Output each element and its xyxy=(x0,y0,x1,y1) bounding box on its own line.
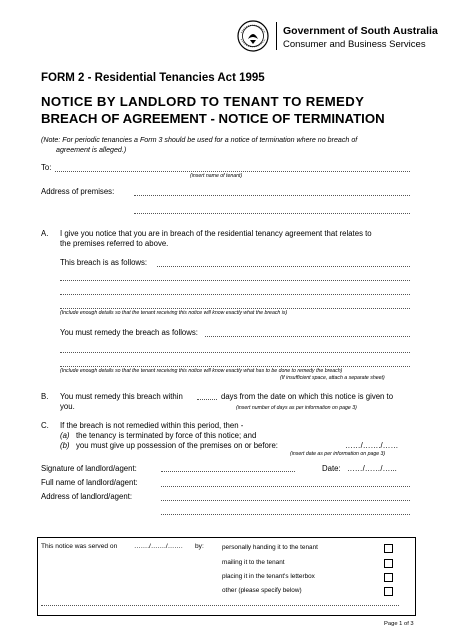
section-b-line2: you. xyxy=(60,402,75,411)
note-line1: (Note: For periodic tenancies a Form 3 should be used for a notice of termination where no breach of xyxy=(41,136,358,144)
section-b-text-end: days from the date on which this notice is given to xyxy=(221,392,394,401)
checkbox-mailing[interactable] xyxy=(384,559,393,568)
checkbox-other[interactable] xyxy=(384,587,393,596)
notice-heading-line2: BREACH OF AGREEMENT - NOTICE OF TERMINATION xyxy=(41,111,385,126)
remedy-field-line1[interactable] xyxy=(205,336,410,337)
section-c-b-letter: (b) xyxy=(60,441,70,450)
page-number: Page 1 of 3 xyxy=(384,621,414,627)
signature-date-field[interactable]: ……/……/…... xyxy=(347,464,397,473)
tenant-name-field[interactable] xyxy=(55,171,410,172)
date-label: Date: xyxy=(322,464,341,473)
section-a-letter: A. xyxy=(41,229,49,238)
address-field-line1[interactable] xyxy=(134,195,410,196)
remedy-field-line3[interactable] xyxy=(60,366,410,367)
option-other: other (please specify below) xyxy=(222,587,302,594)
possession-date-hint: (insert date as per information on page 3) xyxy=(290,451,386,457)
other-specify-field[interactable] xyxy=(41,605,399,606)
option-letterbox: placing it in the tenant's letterbox xyxy=(222,573,315,580)
tenant-name-hint: (insert name of tenant) xyxy=(190,173,243,179)
option-personally: personally handing it to the tenant xyxy=(222,544,318,551)
days-hint: (insert number of days as per information on page 3) xyxy=(236,405,357,411)
section-c-line1: If the breach is not remedied within this period, then - xyxy=(60,421,244,430)
to-label: To: xyxy=(41,163,52,172)
breach-field-line4[interactable] xyxy=(60,308,410,309)
address-label: Address of premises: xyxy=(41,187,115,196)
department-name: Consumer and Business Services xyxy=(283,39,426,50)
days-field[interactable] xyxy=(197,399,217,400)
breach-field-line2[interactable] xyxy=(60,280,410,281)
government-crest-logo xyxy=(237,20,269,52)
section-a-line2: the premises referred to above. xyxy=(60,239,169,248)
form-title: FORM 2 - Residential Tenancies Act 1995 xyxy=(41,72,265,84)
option-mailing: mailing it to the tenant xyxy=(222,559,285,566)
full-name-field[interactable] xyxy=(161,486,410,487)
government-name: Government of South Australia xyxy=(283,25,438,37)
section-a-line1: I give you notice that you are in breach of the residential tenancy agreement that relates to xyxy=(60,229,372,238)
checkbox-letterbox[interactable] xyxy=(384,573,393,582)
landlord-address-line2[interactable] xyxy=(161,514,410,515)
checkbox-personally[interactable] xyxy=(384,544,393,553)
breach-field-line1[interactable] xyxy=(157,266,410,267)
served-by: by: xyxy=(195,543,204,550)
header-divider xyxy=(276,22,277,50)
breach-label: This breach is as follows: xyxy=(60,258,148,267)
section-c-a-letter: (a) xyxy=(60,431,70,440)
full-name-label: Full name of landlord/agent: xyxy=(41,478,138,487)
remedy-label: You must remedy the breach as follows: xyxy=(60,328,198,337)
landlord-address-label: Address of landlord/agent: xyxy=(41,492,133,501)
notice-heading-line1: NOTICE BY LANDLORD TO TENANT TO REMEDY xyxy=(41,94,365,109)
section-b-letter: B. xyxy=(41,392,49,401)
possession-date-field[interactable]: ……/……./…… xyxy=(345,441,399,450)
landlord-address-line1[interactable] xyxy=(161,500,410,501)
section-c-letter: C. xyxy=(41,421,49,430)
signature-field[interactable] xyxy=(161,471,295,472)
breach-hint: (Include enough details so that the tenant receiving this notice will know exactly what the breach is) xyxy=(60,310,288,316)
breach-field-line3[interactable] xyxy=(60,294,410,295)
remedy-hint1: (Include enough details so that the tenant receiving this notice will know exactly what has to be done to remedy the breach) xyxy=(60,368,343,374)
served-prefix: This notice was served on xyxy=(41,543,118,550)
address-field-line2[interactable] xyxy=(134,213,410,214)
signature-label: Signature of landlord/agent: xyxy=(41,464,137,473)
note-line2: agreement is alleged.) xyxy=(56,146,127,154)
section-b-text-start: You must remedy this breach within xyxy=(60,392,183,401)
section-c-b-text: you must give up possession of the premises on or before: xyxy=(76,441,278,450)
remedy-hint2: (If insufficient space, attach a separate sheet) xyxy=(280,375,385,381)
remedy-field-line2[interactable] xyxy=(60,352,410,353)
served-date-field[interactable]: ……./……./……. xyxy=(134,543,183,550)
section-c-a-text: the tenancy is terminated by force of this notice; and xyxy=(76,431,257,440)
